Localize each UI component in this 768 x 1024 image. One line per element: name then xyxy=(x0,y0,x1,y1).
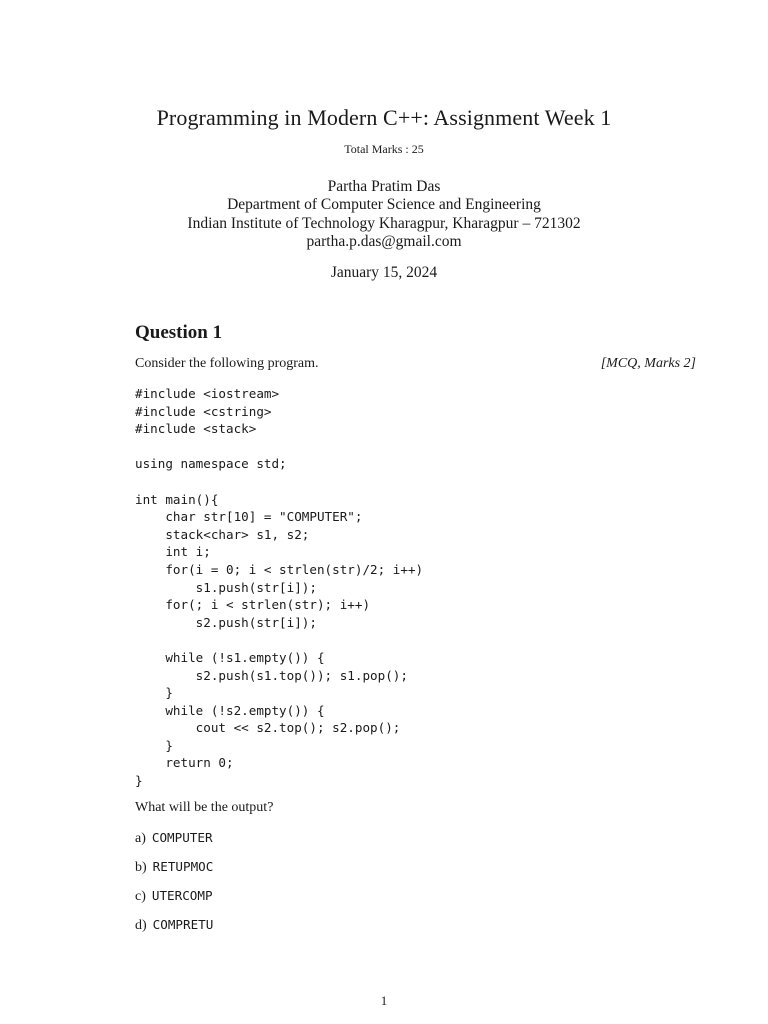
department: Department of Computer Science and Engineering xyxy=(227,196,541,214)
author-name: Partha Pratim Das xyxy=(327,178,441,195)
document-date: January 15, 2024 xyxy=(330,264,438,281)
code-line xyxy=(135,438,423,456)
question-tag: [MCQ, Marks 2] xyxy=(600,356,696,371)
email: partha.p.das@gmail.com xyxy=(306,233,462,251)
code-listing xyxy=(135,385,423,790)
code-line: return 0; xyxy=(135,755,234,771)
author-block xyxy=(0,178,768,252)
page-number: 1 xyxy=(380,993,388,1008)
code-line: cout << s2.top(); s2.pop(); xyxy=(135,720,401,736)
code-line: s2.push(s1.top()); s1.pop(); xyxy=(135,667,408,683)
code-line xyxy=(135,473,423,491)
total-marks: Total Marks : 25 xyxy=(344,142,424,156)
option-value: COMPUTER xyxy=(151,830,213,845)
code-line: while (!s1.empty()) { xyxy=(135,649,325,665)
code-line: for(i = 0; i < strlen(str)/2; i++) xyxy=(135,561,424,577)
code-line: using namespace std; xyxy=(135,456,287,472)
option-d xyxy=(135,917,213,934)
code-line: s2.push(str[i]); xyxy=(135,614,317,630)
code-line: } xyxy=(135,773,143,789)
code-line: s1.push(str[i]); xyxy=(135,579,317,595)
code-line: #include <cstring> xyxy=(135,403,272,419)
code-line: } xyxy=(135,685,173,701)
option-value: UTERCOMP xyxy=(151,888,213,903)
code-line: #include <iostream> xyxy=(135,386,280,401)
option-value: COMPRETU xyxy=(152,917,214,932)
document-title: Programming in Modern C++: Assignment Week 1 xyxy=(156,105,612,130)
option-label: d) xyxy=(135,918,147,933)
option-label: c) xyxy=(135,889,146,904)
question-heading: Question 1 xyxy=(135,322,223,343)
option-c xyxy=(135,888,213,905)
code-line: int main(){ xyxy=(135,491,219,507)
option-b xyxy=(135,859,213,876)
question-intro: Consider the following program. xyxy=(135,356,319,371)
option-a xyxy=(135,830,213,847)
institute: Indian Institute of Technology Kharagpur, Kharagpur – 721302 xyxy=(187,214,581,232)
code-line: while (!s2.empty()) { xyxy=(135,702,325,718)
code-line: } xyxy=(135,737,173,753)
code-line: int i; xyxy=(135,544,211,560)
option-label: a) xyxy=(135,831,146,846)
option-value: RETUPMOC xyxy=(152,859,214,874)
code-line: #include <stack> xyxy=(135,421,257,437)
code-line: for(; i < strlen(str); i++) xyxy=(135,597,371,613)
option-label: b) xyxy=(135,860,147,875)
code-line xyxy=(135,631,423,649)
code-line: stack<char> s1, s2; xyxy=(135,526,310,542)
code-line: char str[10] = "COMPUTER"; xyxy=(135,509,363,525)
question-prompt: What will be the output? xyxy=(135,800,274,815)
